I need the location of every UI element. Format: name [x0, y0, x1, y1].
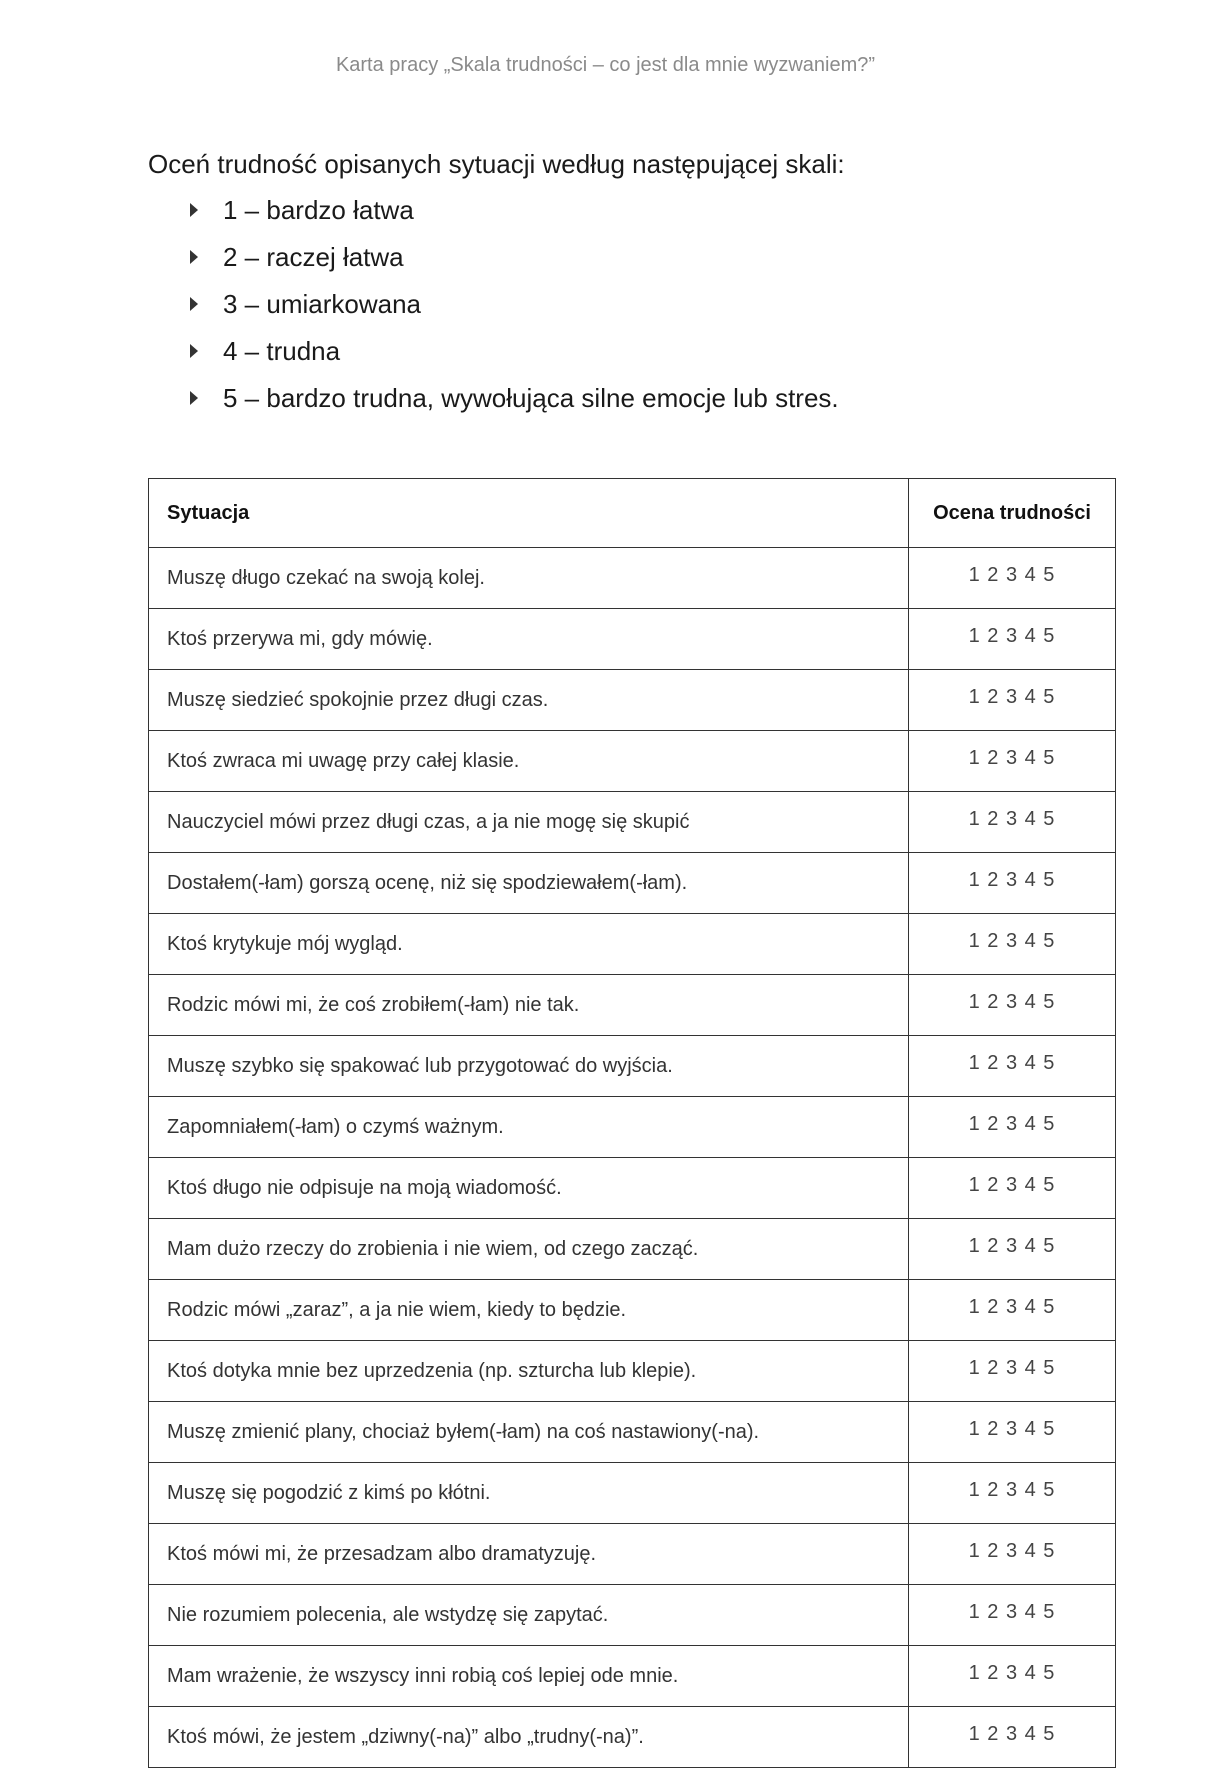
triangle-bullet-icon: [190, 250, 198, 264]
page-header: Karta pracy „Skala trudności – co jest dla mnie wyzwaniem?”: [335, 54, 876, 76]
rating-scale-cell[interactable]: 1 2 3 4 5: [909, 853, 1116, 914]
triangle-bullet-icon: [190, 344, 198, 358]
table-row: [149, 1219, 1116, 1280]
rating-scale-cell[interactable]: 1 2 3 4 5: [909, 792, 1116, 853]
scale-item: [190, 382, 839, 429]
situation-cell: Ktoś mówi, że jestem „dziwny(-na)” albo „trudny(-na)”.: [149, 1707, 909, 1768]
situation-cell: Ktoś przerywa mi, gdy mówię.: [149, 609, 909, 670]
scale-item-label: 3 – umiarkowana: [223, 289, 421, 319]
rating-scale-cell[interactable]: 1 2 3 4 5: [909, 1402, 1116, 1463]
table-row: [149, 670, 1116, 731]
table-row: [149, 1524, 1116, 1585]
table-body: [149, 548, 1116, 1768]
scale-item-label: 4 – trudna: [223, 336, 341, 366]
scale-item: [190, 288, 839, 335]
situation-cell: Rodzic mówi mi, że coś zrobiłem(-łam) nie tak.: [149, 975, 909, 1036]
situation-cell: Muszę zmienić plany, chociaż byłem(-łam) na coś nastawiony(-na).: [149, 1402, 909, 1463]
table-row: [149, 1463, 1116, 1524]
rating-scale-cell[interactable]: 1 2 3 4 5: [909, 1036, 1116, 1097]
scale-item-label: 2 – raczej łatwa: [223, 242, 404, 272]
situation-cell: Ktoś mówi mi, że przesadzam albo dramatyzuję.: [149, 1524, 909, 1585]
scale-item: [190, 194, 839, 241]
table-row: [149, 1280, 1116, 1341]
table-row: [149, 853, 1116, 914]
situation-cell: Muszę siedzieć spokojnie przez długi czas.: [149, 670, 909, 731]
rating-scale-cell[interactable]: 1 2 3 4 5: [909, 975, 1116, 1036]
scale-item: [190, 335, 839, 382]
difficulty-table: [148, 478, 1116, 1768]
rating-scale-cell[interactable]: 1 2 3 4 5: [909, 1219, 1116, 1280]
table-row: [149, 1707, 1116, 1768]
scale-list: [190, 194, 839, 429]
rating-scale-cell[interactable]: 1 2 3 4 5: [909, 548, 1116, 609]
table-header-row: [149, 479, 1116, 548]
triangle-bullet-icon: [190, 203, 198, 217]
situation-cell: Mam wrażenie, że wszyscy inni robią coś lepiej ode mnie.: [149, 1646, 909, 1707]
rating-scale-cell[interactable]: 1 2 3 4 5: [909, 1097, 1116, 1158]
rating-scale-cell[interactable]: 1 2 3 4 5: [909, 1463, 1116, 1524]
table-row: [149, 1585, 1116, 1646]
situation-cell: Muszę się pogodzić z kimś po kłótni.: [149, 1463, 909, 1524]
table-row: [149, 1036, 1116, 1097]
rating-scale-cell[interactable]: 1 2 3 4 5: [909, 914, 1116, 975]
situation-cell: Muszę długo czekać na swoją kolej.: [149, 548, 909, 609]
triangle-bullet-icon: [190, 297, 198, 311]
table-row: [149, 1646, 1116, 1707]
situation-cell: Ktoś zwraca mi uwagę przy całej klasie.: [149, 731, 909, 792]
rating-scale-cell[interactable]: 1 2 3 4 5: [909, 1524, 1116, 1585]
situation-cell: Ktoś długo nie odpisuje na moją wiadomość.: [149, 1158, 909, 1219]
triangle-bullet-icon: [190, 391, 198, 405]
table-row: [149, 914, 1116, 975]
situation-cell: Dostałem(-łam) gorszą ocenę, niż się spodziewałem(-łam).: [149, 853, 909, 914]
table-row: [149, 1158, 1116, 1219]
column-header-situation: Sytuacja: [149, 479, 909, 548]
scale-item: [190, 241, 839, 288]
instructions-intro: Oceń trudność opisanych sytuacji według następującej skali:: [148, 149, 845, 179]
rating-scale-cell[interactable]: 1 2 3 4 5: [909, 670, 1116, 731]
table-row: [149, 1402, 1116, 1463]
situation-cell: Rodzic mówi „zaraz”, a ja nie wiem, kiedy to będzie.: [149, 1280, 909, 1341]
table-row: [149, 1341, 1116, 1402]
table-row: [149, 609, 1116, 670]
rating-scale-cell[interactable]: 1 2 3 4 5: [909, 609, 1116, 670]
table-row: [149, 975, 1116, 1036]
table-row: [149, 1097, 1116, 1158]
situation-cell: Nauczyciel mówi przez długi czas, a ja nie mogę się skupić: [149, 792, 909, 853]
rating-scale-cell[interactable]: 1 2 3 4 5: [909, 731, 1116, 792]
situation-cell: Muszę szybko się spakować lub przygotować do wyjścia.: [149, 1036, 909, 1097]
situation-cell: Zapomniałem(-łam) o czymś ważnym.: [149, 1097, 909, 1158]
situation-cell: Nie rozumiem polecenia, ale wstydzę się zapytać.: [149, 1585, 909, 1646]
table-row: [149, 731, 1116, 792]
rating-scale-cell[interactable]: 1 2 3 4 5: [909, 1341, 1116, 1402]
scale-item-label: 5 – bardzo trudna, wywołująca silne emocje lub stres.: [223, 383, 839, 413]
scale-item-label: 1 – bardzo łatwa: [223, 195, 414, 225]
table-row: [149, 792, 1116, 853]
rating-scale-cell[interactable]: 1 2 3 4 5: [909, 1158, 1116, 1219]
rating-scale-cell[interactable]: 1 2 3 4 5: [909, 1280, 1116, 1341]
situation-cell: Ktoś dotyka mnie bez uprzedzenia (np. szturcha lub klepie).: [149, 1341, 909, 1402]
column-header-rating: Ocena trudności: [909, 479, 1116, 548]
difficulty-table-container: [148, 478, 1115, 1768]
rating-scale-cell[interactable]: 1 2 3 4 5: [909, 1646, 1116, 1707]
situation-cell: Mam dużo rzeczy do zrobienia i nie wiem, od czego zacząć.: [149, 1219, 909, 1280]
table-row: [149, 548, 1116, 609]
situation-cell: Ktoś krytykuje mój wygląd.: [149, 914, 909, 975]
rating-scale-cell[interactable]: 1 2 3 4 5: [909, 1707, 1116, 1768]
rating-scale-cell[interactable]: 1 2 3 4 5: [909, 1585, 1116, 1646]
